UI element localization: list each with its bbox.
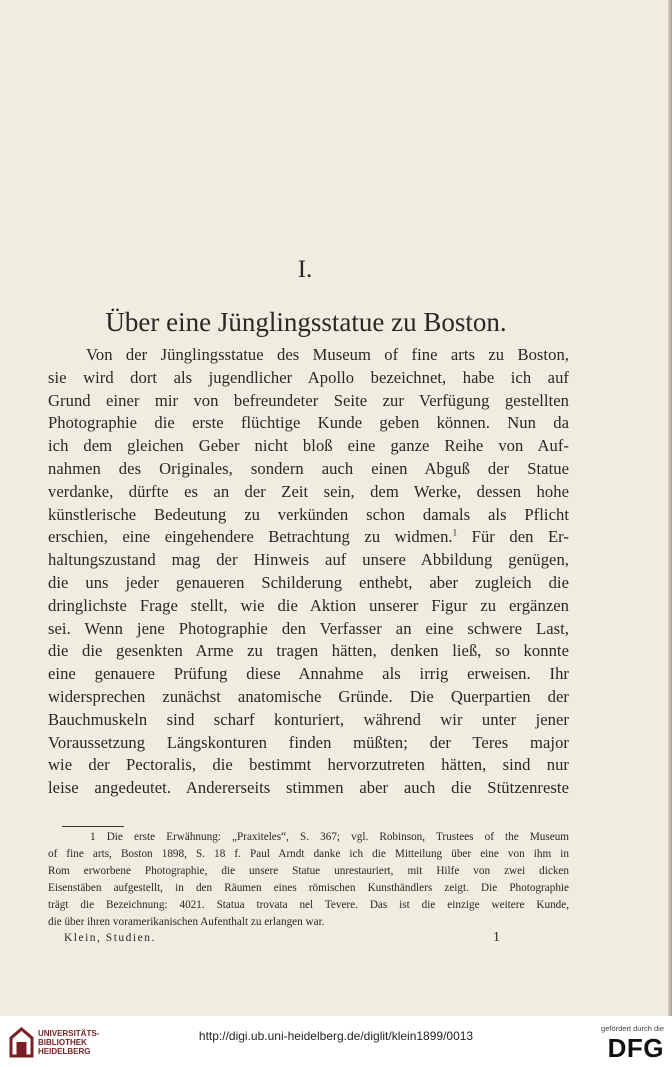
body-line: ich dem gleichen Geber nicht bloß eine ganze Reihe von Auf- <box>48 436 569 456</box>
body-line: dringlichste Frage stellt, wie die Aktion unserer Figur zu ergänzen <box>48 595 569 615</box>
dfg-logo[interactable]: DFG <box>607 1033 664 1063</box>
body-line: nahmen des Originales, sondern auch einen Abguß der Statue <box>48 458 569 478</box>
body-line: Grund einer mir von befreundeter Seite zur Verfügung gestellten <box>48 390 569 410</box>
footnote-reference[interactable]: 1 <box>452 527 458 538</box>
body-line: eine genauere Prüfung diese Annahme als irrig erweisen. Ihr <box>48 664 569 684</box>
footnote-line: Rom erworbene Photographie, die unsere Statue unrestauriert, mit Hilfe von zwei dicken <box>48 865 569 877</box>
footnote-line: of fine arts, Boston 1898, S. 18 f. Paul Arndt danke ich die Mitteilung über eine von ihm in <box>48 848 569 860</box>
library-name-line: HEIDELBERG <box>38 1047 91 1056</box>
body-line: Von der Jünglingsstatue des Museum of fine arts zu Boston, <box>86 345 569 364</box>
footnote-rule <box>62 826 124 827</box>
body-line: die uns jeder genaueren Schilderung enthebt, aber zugleich die <box>48 572 569 592</box>
body-line: sei. Wenn jene Photographie den Verfasser an eine schwere Last, <box>48 618 569 638</box>
footnotes <box>48 829 569 931</box>
body-line-with-footnote <box>48 526 569 549</box>
chapter-title: Über eine Jünglingsstatue zu Boston. <box>105 307 507 337</box>
body-text <box>48 344 569 800</box>
body-line-text: erschien, eine eingehendere Betrachtung zu widmen. <box>48 527 453 547</box>
body-line: wie der Pectoralis, die bestimmt hervorzutreten hätten, sind nur <box>48 755 569 775</box>
body-line-tail: Für den Er- <box>457 527 569 547</box>
body-line: haltungszustand mag der Hinweis auf unsere Abbildung genügen, <box>48 550 569 570</box>
viewer-footer <box>0 1016 672 1067</box>
signature-line <box>64 932 500 944</box>
signature-mark: Klein, Studien. <box>64 932 156 944</box>
footnote-line: trägt die Bezeichnung: 4021. Statua trovata nel Tevere. Das ist die einzige weitere Kunde, <box>48 899 569 911</box>
library-name-line: BIBLIOTHEK <box>38 1038 87 1047</box>
footnote-line: 1 Die erste Erwähnung: „Praxiteles“, S. 367; vgl. Robinson, Trustees of the Museum <box>90 831 569 843</box>
footnote-line: die über ihren voramerikanischen Aufenthalt zu erlangen war. <box>48 916 325 928</box>
body-line: Photographie die erste flüchtige Kunde geben können. Nun da <box>48 413 569 433</box>
body-line: leise angedeutet. Andererseits stimmen aber auch die Stützenreste <box>48 778 569 798</box>
funding-note: gefördert durch die <box>601 1024 664 1033</box>
page-number: 1 <box>493 930 500 945</box>
chapter-number: I. <box>297 256 313 283</box>
permalink-url[interactable]: http://digi.ub.uni-heidelberg.de/diglit/klein1899/0013 <box>198 1029 474 1043</box>
footnote-line: Eisenstäben aufgestellt, in den Räumen eines römischen Kunsthändlers zeigt. Die Photographie <box>48 882 569 894</box>
body-line: widersprechen zunächst anatomische Gründe. Die Querpartien der <box>48 686 569 706</box>
body-line: Bauchmuskeln sind scharf konturiert, während wir unter jener <box>48 709 569 729</box>
body-line: Voraussetzung Längskonturen finden müßten; der Teres major <box>48 732 569 752</box>
body-line: verdanke, dürfte es an der Zeit sein, dem Werke, dessen hohe <box>48 481 569 501</box>
body-line: künstlerische Bedeutung zu verkünden schon damals als Pflicht <box>48 504 569 524</box>
body-line: die die gesenkten Arme zu tragen hätten, denken ließ, so konnte <box>48 641 569 661</box>
page-edge <box>668 0 672 1016</box>
body-line: sie wird dort als jugendlicher Apollo bezeichnet, habe ich auf <box>48 367 569 387</box>
library-name-line: UNIVERSITÄTS- <box>38 1029 100 1038</box>
